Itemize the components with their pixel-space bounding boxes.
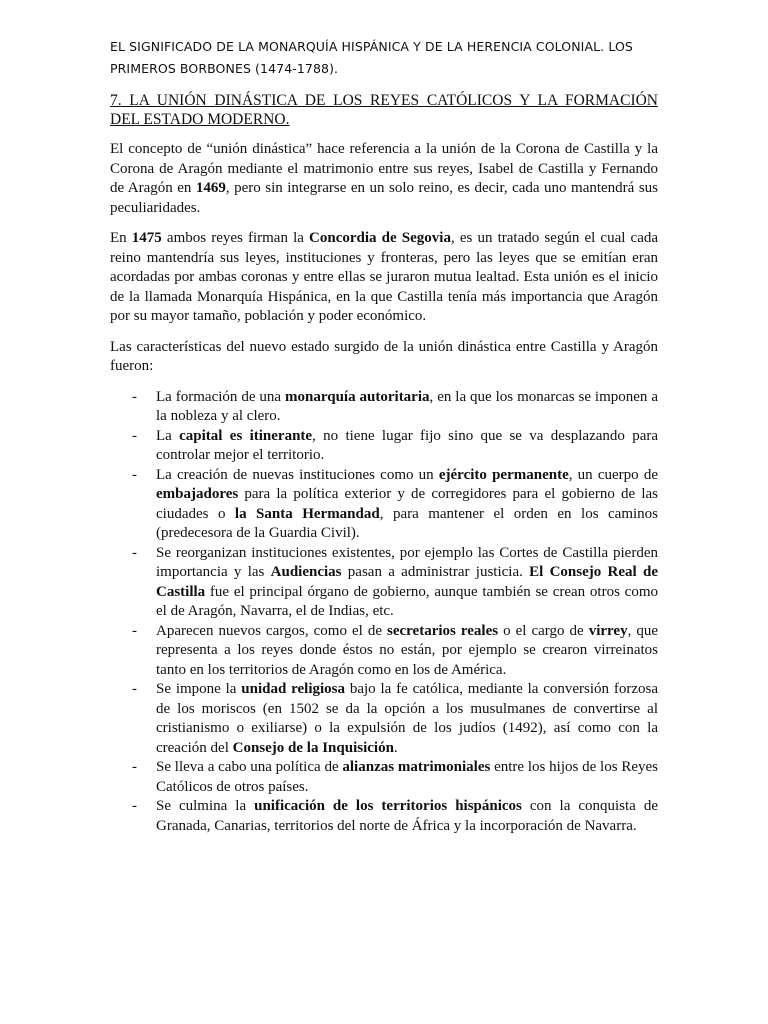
paragraph [110,140,658,218]
bold-text: la Santa Hermandad [234,505,380,522]
bold-text: alianzas matrimoniales [342,759,491,775]
text-run: Se lleva a cabo una política de [156,759,343,775]
text-run: La formación de una [156,388,286,405]
bold-text: secretarios reales [387,622,499,639]
text-run: entre los hijos de los Reyes Católicos de otros países. [156,759,658,795]
text-run: fue el principal órgano de gobierno, aunque también se crean otros como el de Aragón, Navarra, el de Indias, etc. [156,583,658,619]
text-run: , para mantener el orden en los caminos (predecesora de la Guardia Civil). [156,505,658,541]
text-run: Se impone la [156,681,242,697]
text-run: , un cuerpo de [568,466,659,483]
text-run: , que representa a los reyes donde éstos no están, por ejemplo se crearon virreinatos tanto en los territorios de Aragón como en los de América. [156,622,659,678]
document-page [110,36,658,836]
bold-text: Concordia de Segovia [309,230,451,246]
dash-bullet: - [132,798,137,814]
bold-text: Audiencias [270,564,342,580]
list-item [110,680,658,758]
bold-text: ejército permanente [438,466,569,483]
bold-text: 1475 [131,230,162,246]
text-run: bajo la fe católica, mediante la conversión forzosa de los moriscos (en 1502 se da la opción a los musulmanes de convertirse al cristianismo o exiliarse) o la expulsión de los judíos (1492), así como con la creación del [156,681,659,756]
dash-bullet: - [132,466,137,483]
dash-bullet: - [132,681,137,697]
paragraph [110,338,658,377]
features-list [110,388,658,837]
list-item [110,427,658,466]
dash-bullet: - [132,427,137,444]
running-header-line-2: PRIMEROS BORBONES (1474-1788). [110,61,339,76]
text-run: Las características del nuevo estado surgido de la unión dinástica entre Castilla y Aragón fueron: [110,338,658,374]
text-run: El concepto de “unión dinástica” hace referencia a la unión de la Corona de Castilla y la Corona de Aragón mediante el matrimonio entre sus reyes, Isabel de Castilla y Fernando de Aragón en [110,141,658,196]
bold-text: virrey [588,622,628,639]
dash-bullet: - [132,388,137,405]
text-run: para la política exterior y de corregidores para el gobierno de las ciudades o [156,486,658,522]
text-run: , pero sin integrarse en un solo reino, es decir, cada uno mantendrá sus peculiaridades. [110,180,658,216]
running-header [110,36,658,80]
text-run: ambos reyes firman la [161,230,310,246]
text-run: Se reorganizan instituciones existentes, por ejemplo las Cortes de Castilla pierden importancia y las [156,544,658,580]
section-title [110,91,658,129]
bold-text: embajadores [156,486,239,502]
bold-text: 1469 [195,180,226,196]
bold-text: El Consejo Real de Castilla [156,564,658,600]
text-run: . [393,739,398,756]
text-run: En [110,230,132,246]
text-run: pasan a administrar justicia. [341,564,530,580]
text-run: con la conquista de Granada, Canarias, territorios del norte de África y la incorporación de Navarra. [156,798,658,834]
text-run: , es un tratado según el cual cada reino mantendría sus leyes, instituciones y fronteras, pero las leyes que se emitían eran acordadas por ambas coronas y entre ellas se juraron mutua lealtad. Esta unión es el inicio de la llamada Monarquía Hispánica, en la que Castilla tenía más importancia que Aragón por su mayor tamaño, población y poder económico. [110,230,659,324]
text-run: La [156,427,180,444]
list-item [110,544,658,622]
section-title-line-1: 7. LA UNIÓN DINÁSTICA DE LOS REYES CATÓLICOS Y LA FORMACIÓN [110,92,658,109]
body-paragraphs [110,140,658,377]
text-run: Aparecen nuevos cargos, como el de [156,622,387,639]
list-item [110,797,658,836]
bold-text: monarquía autoritaria [285,388,430,405]
text-run: , en la que los monarcas se imponen a la nobleza y al clero. [156,388,659,424]
list-item [110,758,658,797]
dash-bullet: - [132,544,137,561]
bold-text: Consejo de la Inquisición [232,739,394,756]
section-title-line-2: DEL ESTADO MODERNO. [110,111,290,128]
bold-text: unidad religiosa [241,681,346,697]
text-run: o el cargo de [498,622,589,639]
dash-bullet: - [132,759,137,775]
text-run: La creación de nuevas instituciones como un [156,466,439,483]
running-header-line-1: EL SIGNIFICADO DE LA MONARQUÍA HISPÁNICA Y DE LA HERENCIA COLONIAL. LOS [110,39,633,54]
bold-text: unificación de los territorios hispánicos [254,798,522,814]
bold-text: capital es itinerante [179,427,313,444]
list-item [110,622,658,681]
list-item [110,388,658,427]
text-run: , no tiene lugar fijo sino que se va desplazando para controlar mejor el territorio. [156,427,659,463]
paragraph [110,229,658,327]
dash-bullet: - [132,622,137,639]
text-run: Se culmina la [156,798,255,814]
list-item [110,466,658,544]
